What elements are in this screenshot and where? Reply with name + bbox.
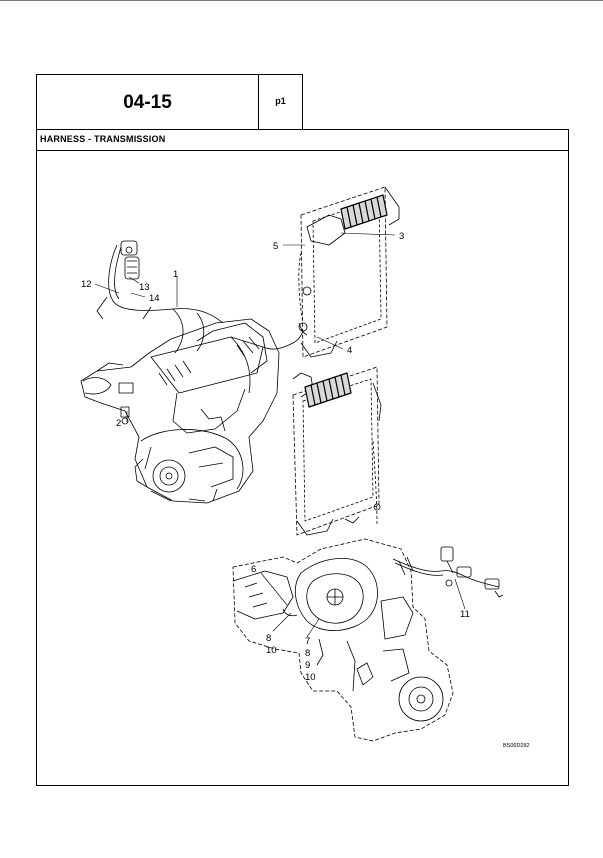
exploded-view-drawing: [37, 151, 568, 785]
section-code-box: [36, 74, 259, 130]
illustration-frame: [36, 129, 569, 786]
harness-11-illustration: [393, 547, 503, 597]
upper-transmission-illustration: [81, 319, 279, 503]
callout-8b: 8: [305, 648, 311, 659]
title-bar: [37, 130, 568, 151]
callout-12: 12: [81, 279, 92, 290]
section-title: HARNESS - TRANSMISSION: [40, 134, 166, 144]
top-rule: [0, 0, 603, 1]
callout-5: 5: [273, 241, 279, 252]
callout-6: 6: [251, 564, 257, 575]
callout-8a: 8: [266, 633, 272, 644]
callout-4: 4: [347, 345, 353, 356]
harness-1-illustration: [97, 241, 303, 353]
callout-13: 13: [139, 282, 150, 293]
page-label: p1: [275, 96, 286, 106]
callout-10a: 10: [266, 645, 277, 656]
callout-7: 7: [305, 636, 311, 647]
section-code: 04-15: [123, 92, 172, 113]
callout-3: 3: [399, 231, 405, 242]
drawing-reference: BS06D282: [503, 743, 530, 749]
page-label-box: [258, 74, 303, 130]
callout-1: 1: [173, 269, 179, 280]
callout-9: 9: [305, 660, 311, 671]
upper-cooler-fins: [341, 195, 387, 229]
callout-14: 14: [149, 293, 160, 304]
lower-cooler-fins: [305, 373, 351, 407]
callout-11: 11: [460, 609, 470, 620]
callout-2: 2: [116, 418, 122, 429]
callout-10b: 10: [305, 672, 316, 683]
